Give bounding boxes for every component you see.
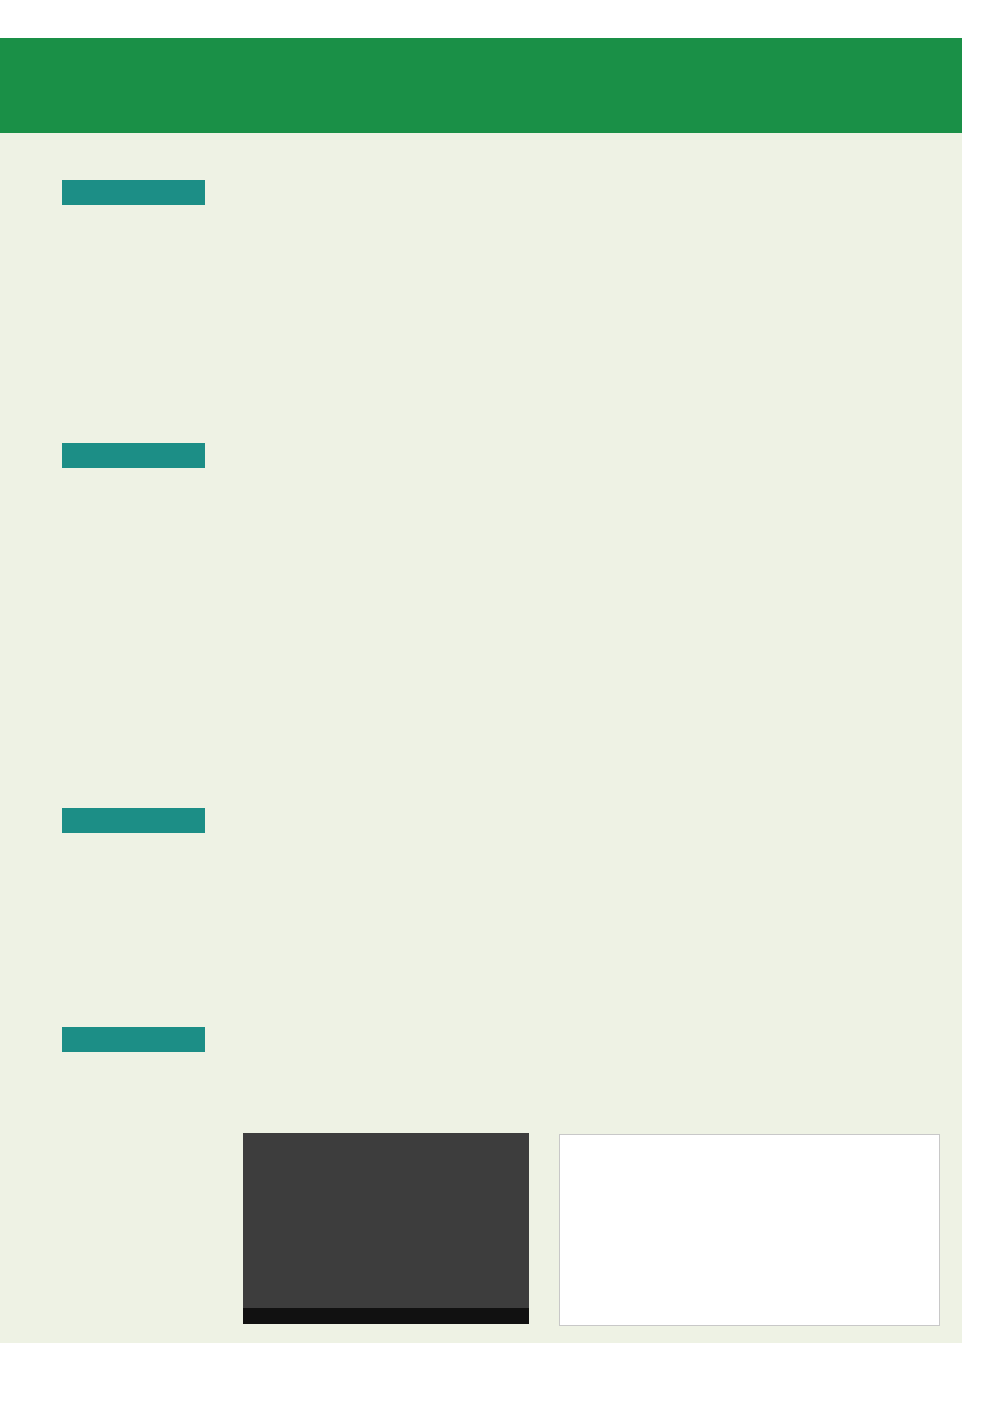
section-label-uses [62,808,205,833]
sem-micrograph [243,1133,529,1324]
comparison-plot [559,1134,940,1326]
section-label-specs [62,443,205,468]
header-band [0,38,962,133]
sem-info-bar [243,1308,529,1324]
sem-particles-image [243,1133,529,1324]
comparison-plot-svg [560,1135,939,1325]
section-label-features [62,180,205,205]
section-label-packaging [62,1027,205,1052]
